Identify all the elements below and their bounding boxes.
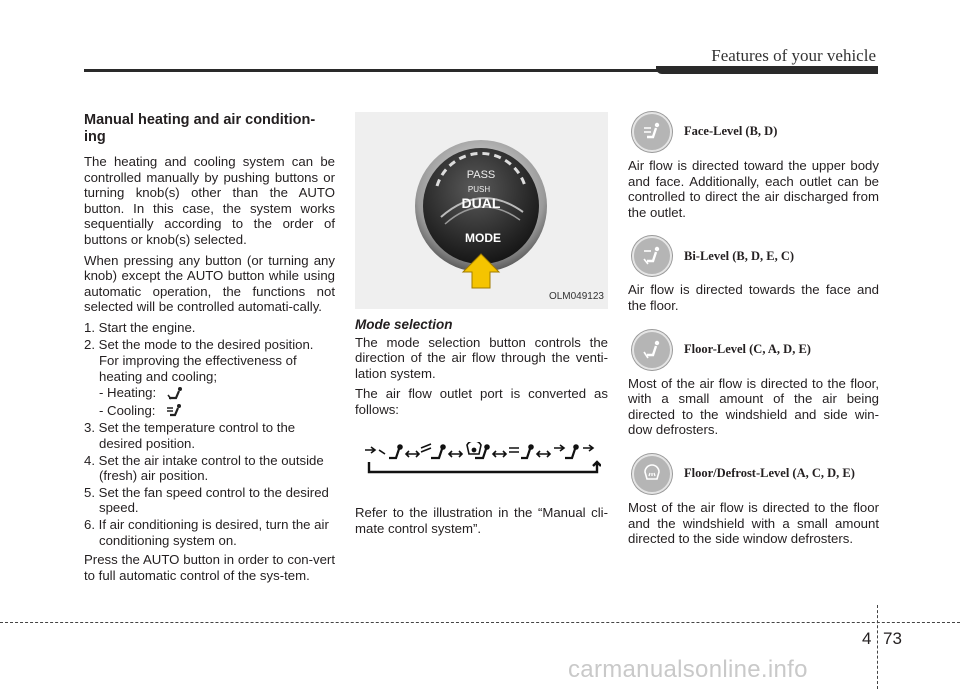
step-2: 2. Set the mode to the desired position. xyxy=(84,336,314,352)
middle-paragraph-3: Refer to the illustration in the “Manual cli-mate control system”. xyxy=(355,505,608,536)
floor-level-description: Most of the air flow is directed to the floor, with a small amount of the air being directed to the windshield and side win-dow defrosters. xyxy=(628,375,879,438)
step-6: 6. If air conditioning is desired, turn the air conditioning system on. xyxy=(84,516,329,548)
mode-cycle-icon xyxy=(361,442,601,478)
section-title: Features of your vehicle xyxy=(711,46,876,65)
watermark: carmanualsonline.info xyxy=(568,656,808,683)
left-paragraph-1: The heating and cooling system can be controlled manually by pushing buttons or turning knob(s) other than the AUTO button. In this case, the system works sequentially according to the order of buttons or knob(s) selected. xyxy=(84,154,335,247)
cooling-label: - Cooling: xyxy=(99,402,156,418)
knob-mode-label: MODE xyxy=(465,231,501,245)
bi-level-name: Bi-Level (B, D, E, C) xyxy=(684,248,795,263)
middle-paragraph-1: The mode selection button controls the direction of the air flow through the venti-lation system. xyxy=(355,334,608,381)
left-column xyxy=(84,112,335,588)
middle-column xyxy=(355,112,608,541)
photo-code: OLM049123 xyxy=(548,291,604,303)
floor-defrost-icon xyxy=(632,454,672,494)
heating-line xyxy=(99,385,335,402)
middle-paragraph-2: The air flow outlet port is converted as follows: xyxy=(355,386,608,417)
heating-label: - Heating: xyxy=(99,385,157,401)
mode-knob-photo xyxy=(355,112,608,309)
floor-defrost-level-name: Floor/Defrost-Level (A, C, D, E) xyxy=(684,466,855,481)
floor-level-icon xyxy=(632,330,672,370)
chapter-number: 4 xyxy=(862,629,872,648)
floor-level-heading xyxy=(628,330,879,370)
step-5: 5. Set the fan speed control to the desired speed. xyxy=(84,484,329,516)
left-paragraph-2: When pressing any button (or turning any knob) except the AUTO button while using automatic operation, the functions not selected will be controlled automati-cally. xyxy=(84,252,335,315)
left-paragraph-3: Press the AUTO button in order to con-vert to full automatic control of the sys-tem. xyxy=(84,552,335,583)
floor-defrost-level-heading xyxy=(628,454,879,494)
manual-heating-heading: Manual heating and air condition-ing xyxy=(84,112,316,145)
face-level-heading xyxy=(628,112,879,152)
knob-push-label: PUSH xyxy=(467,185,491,194)
step-1: 1. Start the engine. xyxy=(84,319,196,335)
face-level-icon xyxy=(632,112,672,152)
step-3: 3. Set the temperature control to the desired position. xyxy=(84,420,296,451)
page-number: 73 xyxy=(883,629,902,648)
bi-level-description: Air flow is directed towards the face and the floor. xyxy=(628,282,879,313)
floor-defrost-level-description: Most of the air flow is directed to the floor and the windshield with a small amount directed to the side window defrosters. xyxy=(628,499,879,547)
step-2-note: For improving the effectiveness of heating and cooling; xyxy=(99,353,297,384)
footer-rule xyxy=(0,622,960,623)
bi-level-heading xyxy=(628,236,879,276)
face-level-name: Face-Level (B, D) xyxy=(684,124,778,139)
step-4: 4. Set the air intake control to the outside (fresh) air position. xyxy=(84,452,324,484)
face-mode-icon xyxy=(165,403,183,419)
mode-sequence-diagram xyxy=(361,442,608,482)
floor-mode-icon xyxy=(166,386,184,402)
mode-selection-subhead: Mode selection xyxy=(355,317,453,332)
knob-dual-label: DUAL xyxy=(461,195,501,211)
header-rule-tab xyxy=(656,66,878,74)
face-level-description: Air flow is directed toward the upper body and face. Additionally, each outlet can be controlled to direct the air discharged from the outlet. xyxy=(628,158,879,220)
right-column xyxy=(628,112,879,552)
floor-level-name: Floor-Level (C, A, D, E) xyxy=(684,341,811,356)
cooling-line xyxy=(99,403,335,420)
knob-pass-label: PASS xyxy=(466,169,496,181)
mode-knob-illustration xyxy=(355,112,608,309)
footer-divider xyxy=(877,605,878,689)
bi-level-icon xyxy=(632,236,672,276)
